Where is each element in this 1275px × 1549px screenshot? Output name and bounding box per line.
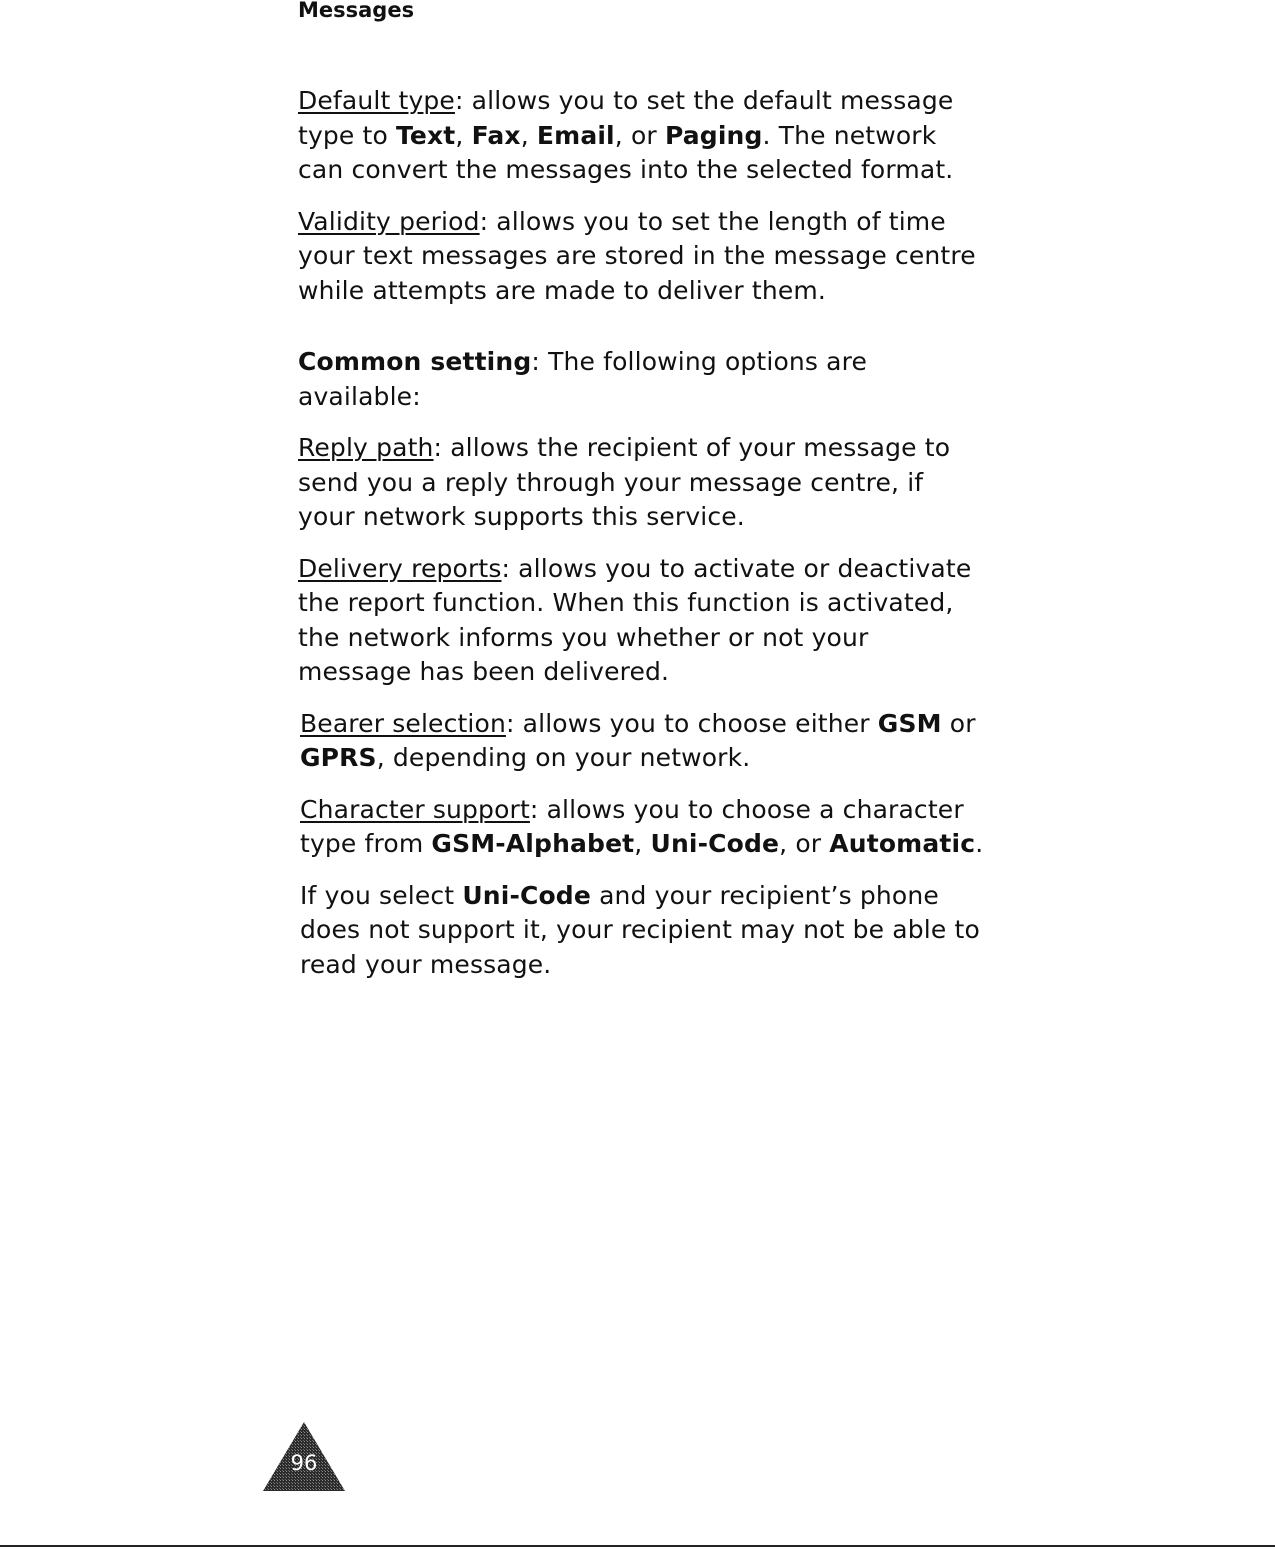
text-run: : allows the recipient of your message to send you a reply through your message centre, if your network supports this service. [298,433,951,531]
term-default-type: Default type [298,86,455,115]
text-run: : allows you to set the default message type to [298,86,954,150]
text-run: If you select [300,880,463,910]
option-paging: Paging [664,120,763,150]
option-gsm: GSM [877,708,942,738]
option-uni-code-note: Uni-Code [462,880,591,910]
term-common-setting: Common setting [298,347,532,376]
section-title: Messages [298,0,415,22]
option-uni-code: Uni-Code [650,829,780,858]
paragraph-common-setting [298,345,988,414]
text-run: and your recipient’s phone does not support it, your recipient may not be able to read your message. [300,880,980,979]
text-run: . [975,829,984,858]
term-bearer-selection: Bearer selection [300,708,506,738]
page-number-badge [262,1420,346,1492]
paragraph-unicode-note [298,879,988,983]
text-run: , [520,120,537,150]
paragraph-delivery-reports [298,552,988,690]
bottom-divider [0,1545,1275,1547]
text-run: , or [614,120,665,150]
option-gsm-alphabet: GSM-Alphabet [431,829,635,858]
term-delivery-reports: Delivery reports [298,553,502,583]
text-run: : The following options are available: [298,347,868,411]
option-fax: Fax [471,120,521,150]
paragraph-default-type [298,84,988,188]
text-run: : allows you to choose either [505,708,878,738]
text-run: or [941,708,976,738]
text-run: : allows you to set the length of time your text messages are stored in the message centre while attempts are made to deliver them. [298,206,976,305]
option-email: Email [536,120,615,150]
paragraph-validity-period [298,205,988,309]
text-run: . The network can convert the messages into the selected format. [298,120,954,184]
paragraph-reply-path [298,431,988,535]
paragraph-bearer-selection [298,707,988,776]
paragraph-character-support [298,793,988,862]
page-number: 96 [290,1451,318,1475]
text-run: , [455,120,472,150]
text-run: , or [779,829,830,858]
term-reply-path: Reply path [298,433,434,462]
option-automatic: Automatic [829,829,976,858]
text-run: : allows you to choose a character type from [300,794,964,858]
option-gprs: GPRS [300,743,377,772]
option-text: Text [396,120,456,150]
text-run: , [634,829,651,858]
term-validity-period: Validity period [298,206,480,236]
page-body [298,84,988,999]
term-character-support: Character support [300,794,530,824]
text-run: : allows you to activate or deactivate the report function. When this function is activated, the network informs you whether or not your message has been delivered. [298,553,972,686]
text-run: , depending on your network. [376,743,751,772]
